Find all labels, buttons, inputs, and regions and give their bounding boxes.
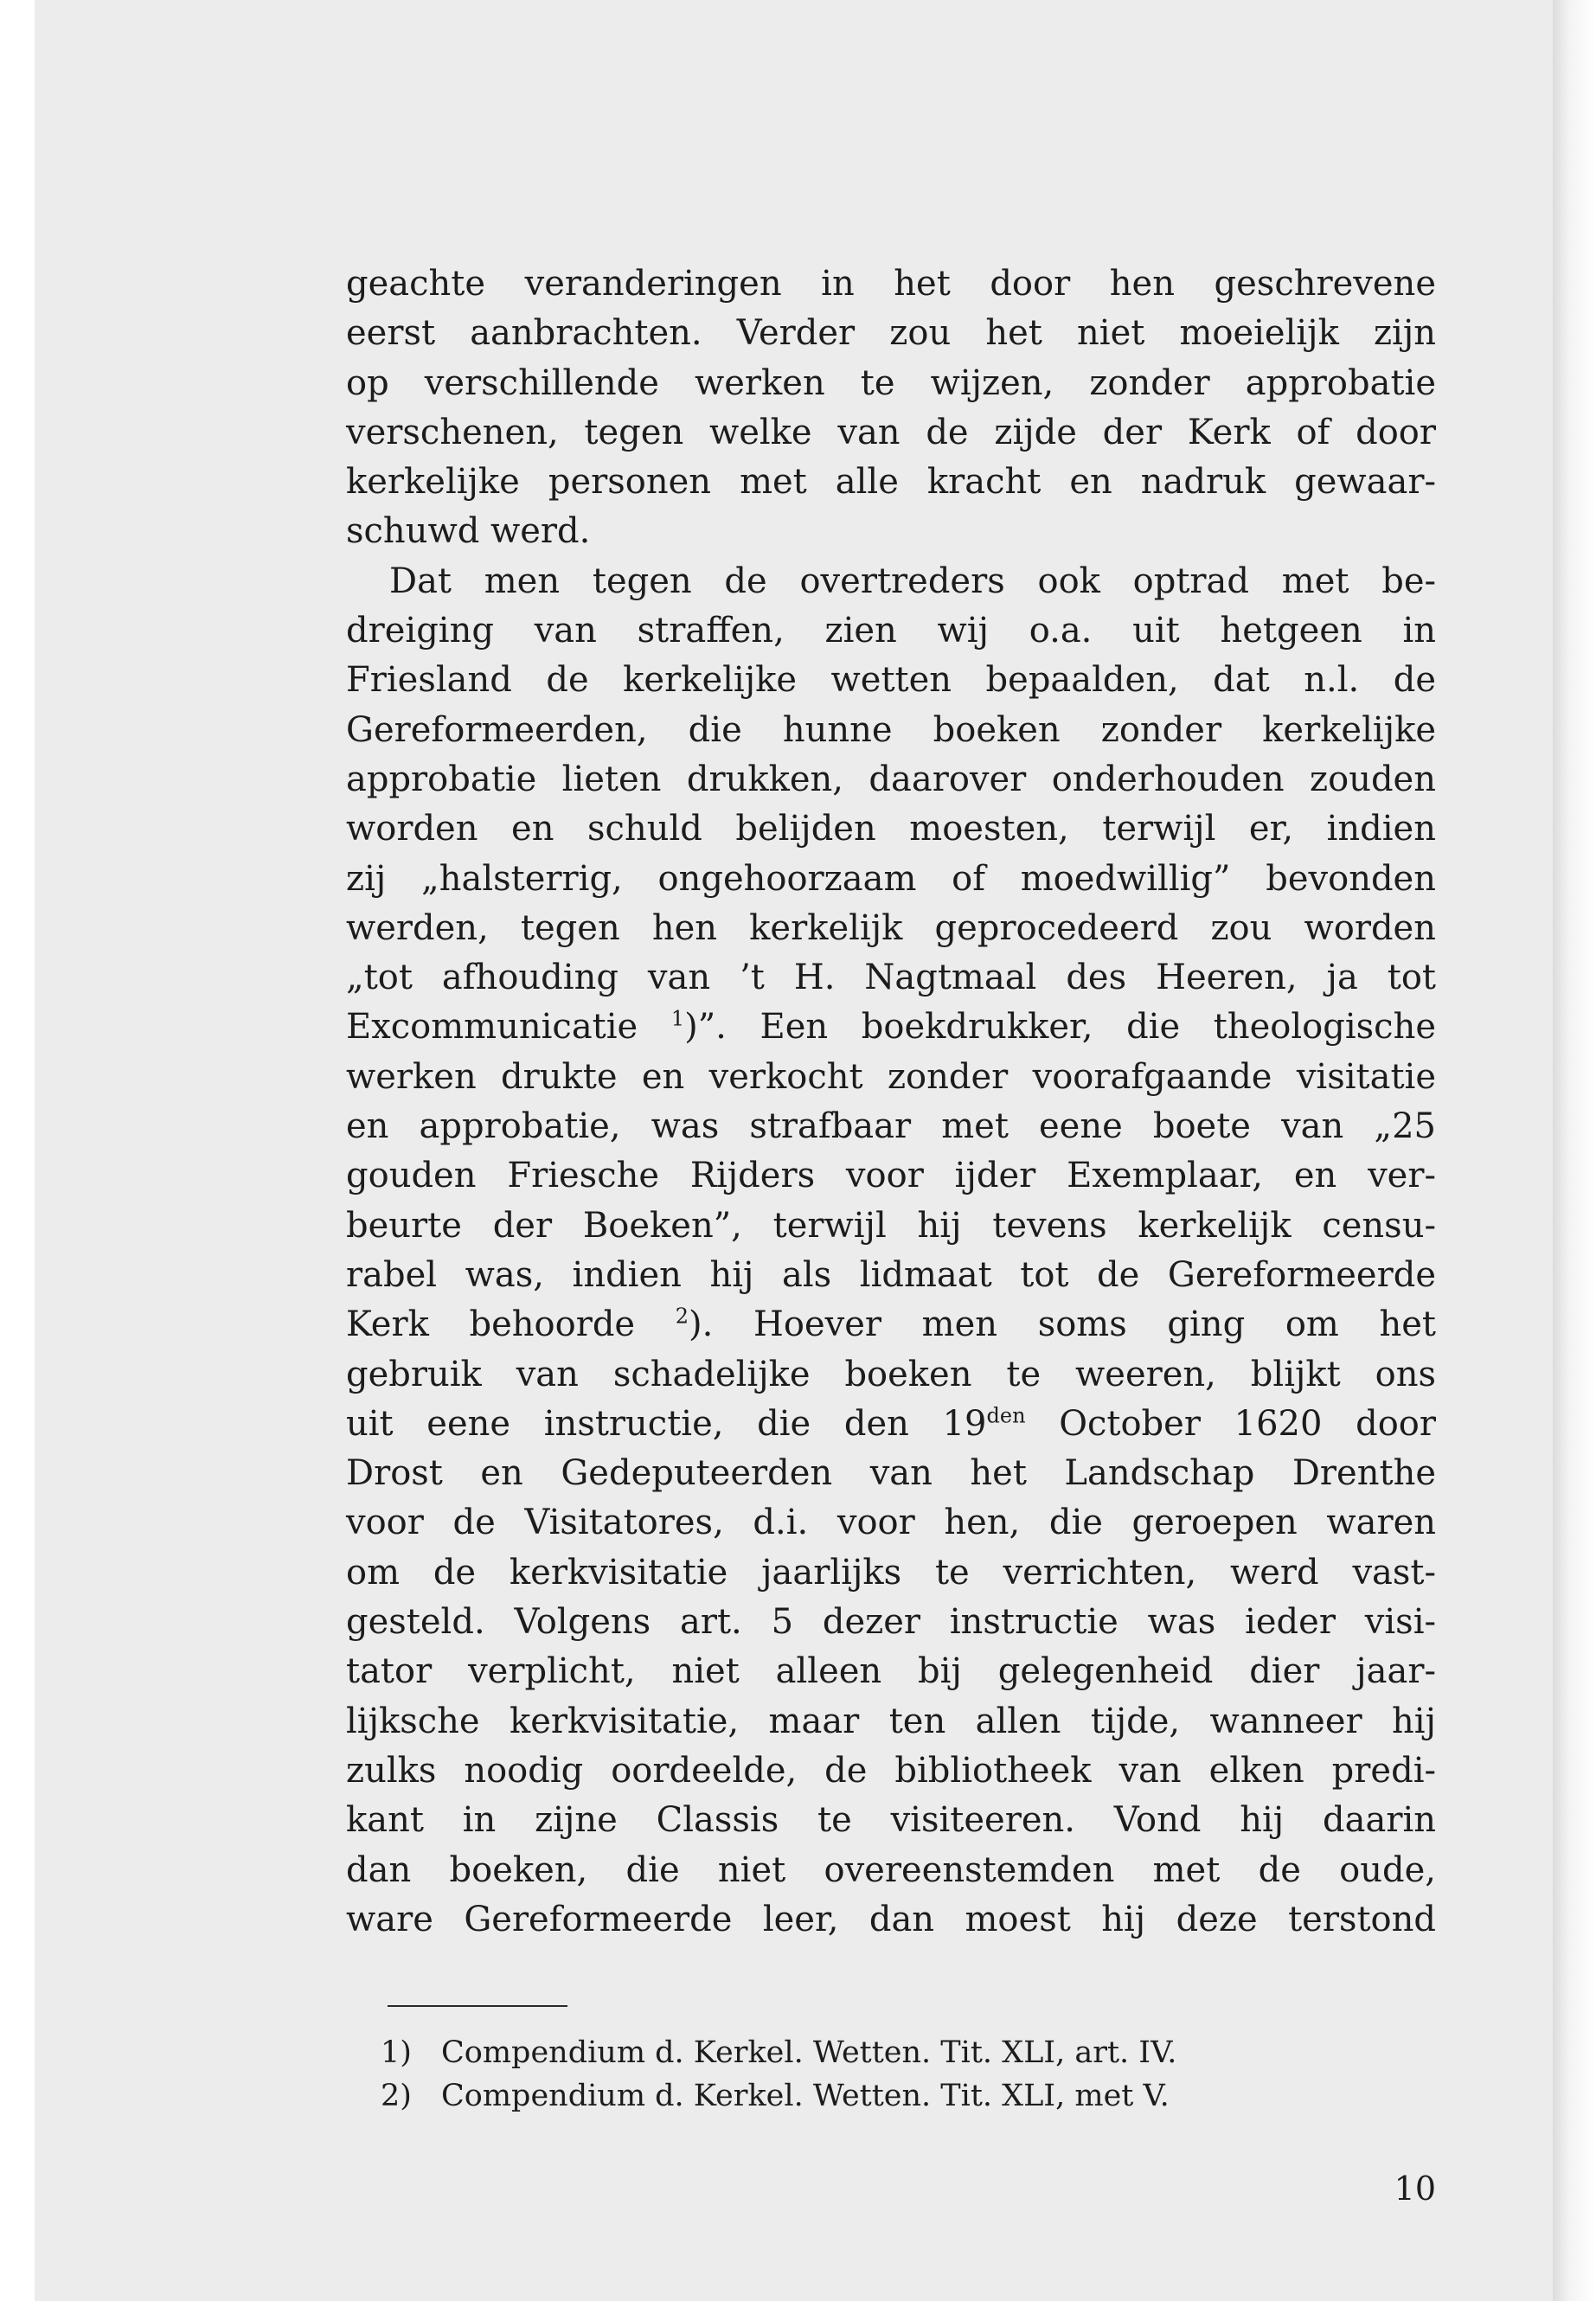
text-line: Friesland de kerkelijke wetten bepaalden, dat n.l. de xyxy=(346,660,1436,701)
text-line: werken drukte en verkocht zonder voorafgaande visitatie xyxy=(346,1056,1436,1097)
footnote-mark: 1) xyxy=(381,2035,412,2070)
text-line: geachte veranderingen in het door hen geschrevene xyxy=(346,264,1436,304)
text-line: ware Gereformeerde leer, dan moest hij deze terstond xyxy=(346,1899,1436,1939)
text-line: zij „halsterrig, ongehoorzaam of moedwillig” bevonden xyxy=(346,858,1436,899)
footnote-text: Compendium d. Kerkel. Wetten. Tit. XLI, met V. xyxy=(441,2079,1170,2113)
text-line: tator verplicht, niet alleen bij gelegenheid dier jaar- xyxy=(346,1651,1436,1692)
text-line: beurte der Boeken”, terwijl hij tevens kerkelijk censu- xyxy=(346,1205,1436,1246)
text-line: Gereformeerden, die hunne boeken zonder kerkelijke xyxy=(346,709,1436,750)
text-line: kant in zijne Classis te visiteeren. Vond hij daarin xyxy=(346,1800,1436,1841)
text-line: op verschillende werken te wijzen, zonder approbatie xyxy=(346,362,1436,403)
footnote xyxy=(381,2031,1332,2074)
text-segment: ). Hoever men soms ging om het xyxy=(689,1304,1436,1345)
text-line: gouden Friesche Rijders voor ijder Exemplaar, en ver- xyxy=(346,1156,1436,1196)
text-line: gesteld. Volgens art. 5 dezer instructie was ieder visi- xyxy=(346,1602,1436,1643)
date-superscript: den xyxy=(986,1403,1026,1428)
text-line: Drost en Gedeputeerden van het Landschap Drenthe xyxy=(346,1453,1436,1494)
text-line: gebruik van schadelijke boeken te weeren, blijkt ons xyxy=(346,1354,1436,1394)
footnotes xyxy=(381,2031,1332,2118)
text-segment: uit eene instructie, die den 19 xyxy=(346,1403,987,1444)
text-line: verschenen, tegen welke van de zijde der Kerk of door xyxy=(346,412,1436,452)
text-line: „tot afhouding van ’t H. Nagtmaal des Heeren, ja tot xyxy=(346,958,1436,998)
text-segment: )”. Een boekdrukker, die theologische xyxy=(684,1007,1436,1048)
text-line: eerst aanbrachten. Verder zou het niet moeielijk zijn xyxy=(346,313,1436,354)
text-segment: October 1620 door xyxy=(1025,1403,1436,1444)
text-line: en approbatie, was strafbaar met eene boete van „25 xyxy=(346,1106,1436,1147)
text-line: worden en schuld belijden moesten, terwijl er, indien xyxy=(346,809,1436,849)
text-line: voor de Visitatores, d.i. voor hen, die geroepen waren xyxy=(346,1503,1436,1543)
text-segment: Kerk behoorde xyxy=(346,1304,636,1345)
text-line: kerkelijke personen met alle kracht en nadruk gewaar- xyxy=(346,462,1436,503)
text-segment: Excommunicatie xyxy=(346,1007,638,1048)
text-line: dreiging van straffen, zien wij o.a. uit hetgeen in xyxy=(346,611,1436,651)
footnote-ref: 2 xyxy=(675,1304,689,1329)
body-text xyxy=(346,260,1436,1945)
text-line xyxy=(346,1400,1436,1449)
footnote-ref: 1 xyxy=(670,1007,685,1032)
text-line: lijksche kerkvisitatie, maar ten allen tijde, wanneer hij xyxy=(346,1701,1436,1741)
text-line: werden, tegen hen kerkelijk geprocedeerd zou worden xyxy=(346,907,1436,948)
text-line: dan boeken, die niet overeenstemden met de oude, xyxy=(346,1849,1436,1890)
text-line: om de kerkvisitatie jaarlijks te verrichten, werd vast- xyxy=(346,1552,1436,1593)
text-line xyxy=(346,1300,1436,1349)
text-line: approbatie lieten drukken, daarover onderhouden zouden xyxy=(346,759,1436,799)
text-line: Dat men tegen de overtreders ook optrad met be- xyxy=(389,561,1436,601)
text-line: rabel was, indien hij als lidmaat tot de Gereformeerde xyxy=(346,1254,1436,1295)
text-line: schuwd werd. xyxy=(346,511,591,552)
page-number: 10 xyxy=(1394,2170,1436,2208)
text-line xyxy=(346,1003,1436,1052)
text-line: zulks noodig oordeelde, de bibliotheek van elken predi- xyxy=(346,1750,1436,1791)
footnote-divider xyxy=(388,2005,567,2007)
footnote-text: Compendium d. Kerkel. Wetten. Tit. XLI, art. IV. xyxy=(441,2035,1177,2070)
footnote xyxy=(381,2074,1332,2118)
footnote-mark: 2) xyxy=(381,2079,412,2113)
